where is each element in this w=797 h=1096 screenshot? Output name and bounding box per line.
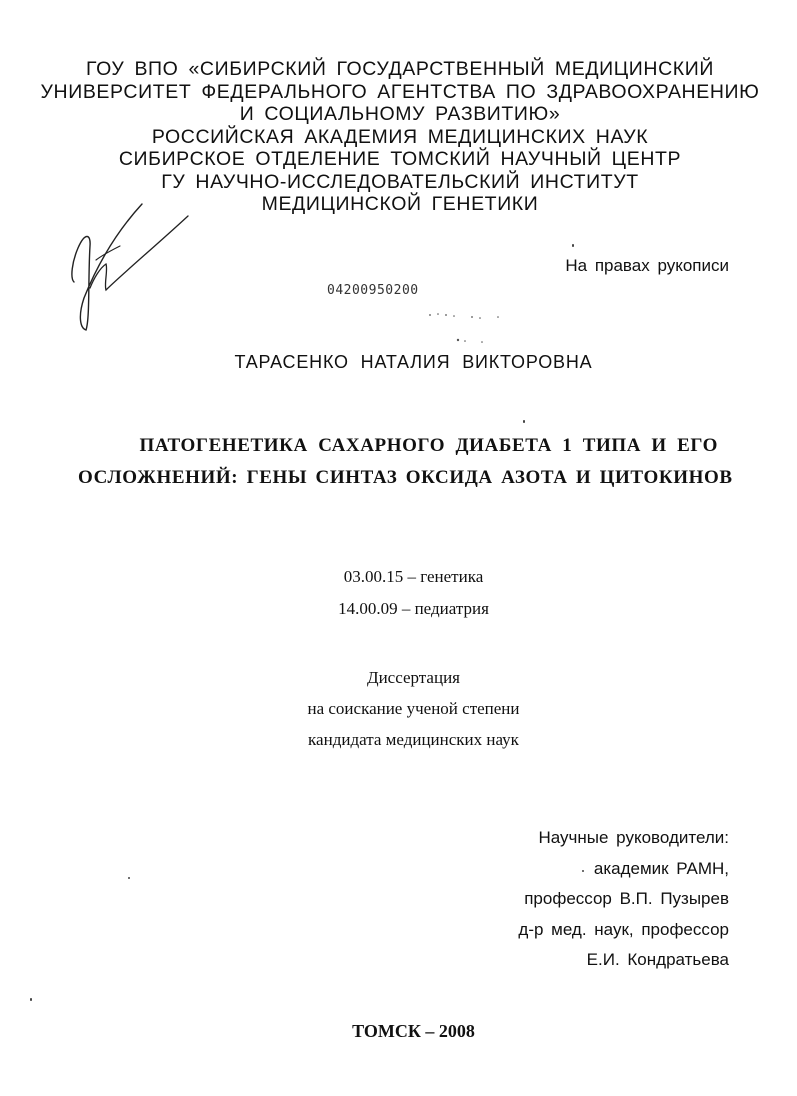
header-line: РОССИЙСКАЯ АКАДЕМИЯ МЕДИЦИНСКИХ НАУК: [151, 125, 649, 148]
thesis-line: кандидата медицинских наук: [308, 730, 519, 749]
header-line: ГУ НАУЧНО-ИССЛЕДОВАТЕЛЬСКИЙ ИНСТИТУТ: [161, 170, 639, 193]
header-line: СИБИРСКОЕ ОТДЕЛЕНИЕ ТОМСКИЙ НАУЧНЫЙ ЦЕНТР: [118, 148, 682, 170]
manuscript-note: На правах рукописи: [565, 256, 729, 275]
scan-speck: [128, 877, 130, 879]
stamp-number: 04200950200: [327, 283, 419, 298]
thesis-line: на соискание ученой степени: [307, 699, 520, 718]
title-line: ОСЛОЖНЕНИЙ: ГЕНЫ СИНТАЗ ОКСИДА АЗОТА И ЦИТОКИНОВ: [78, 467, 733, 488]
dissertation-title: [78, 430, 733, 494]
header-line: УНИВЕРСИТЕТ ФЕДЕРАЛЬНОГО АГЕНТСТВА ПО ЗДРАВООХРАНЕНИЮ: [40, 80, 760, 103]
author-name: ТАРАСЕНКО НАТАЛИЯ ВИКТОРОВНА: [234, 352, 593, 372]
degree-statement: [0, 662, 797, 755]
scan-speck: [582, 870, 584, 872]
scan-speck: [572, 244, 574, 247]
header-line: И СОЦИАЛЬНОМУ РАЗВИТИЮ»: [239, 103, 561, 125]
title-line: ПАТОГЕНЕТИКА САХАРНОГО ДИАБЕТА 1 ТИПА И ЕГО: [139, 435, 718, 456]
scan-speck: [30, 998, 32, 1001]
specialty-item: 03.00.15 – генетика: [343, 567, 484, 586]
specialty-item: 14.00.09 – педиатрия: [338, 599, 489, 618]
handwritten-signature: [60, 198, 200, 348]
supervisor-line: д-р мед. наук, профессор: [518, 919, 729, 939]
scan-specks: [420, 300, 540, 360]
supervisor-line: академик РАМН,: [593, 858, 729, 878]
scan-speck: [523, 420, 525, 423]
thesis-line: Диссертация: [366, 668, 460, 687]
city-year: ТОМСК – 2008: [352, 1021, 475, 1041]
supervisor-line: профессор В.П. Пузырев: [524, 889, 729, 908]
header-line: ГОУ ВПО «СИБИРСКИЙ ГОСУДАРСТВЕННЫЙ МЕДИЦИНСКИЙ: [86, 58, 714, 80]
supervisors-block: [518, 823, 729, 976]
header-line: МЕДИЦИНСКОЙ ГЕНЕТИКИ: [261, 193, 539, 215]
supervisors-heading: Научные руководители:: [538, 828, 729, 847]
supervisor-line: Е.И. Кондратьева: [586, 950, 729, 969]
institution-header: [40, 58, 760, 216]
specialty-codes: [0, 561, 797, 625]
